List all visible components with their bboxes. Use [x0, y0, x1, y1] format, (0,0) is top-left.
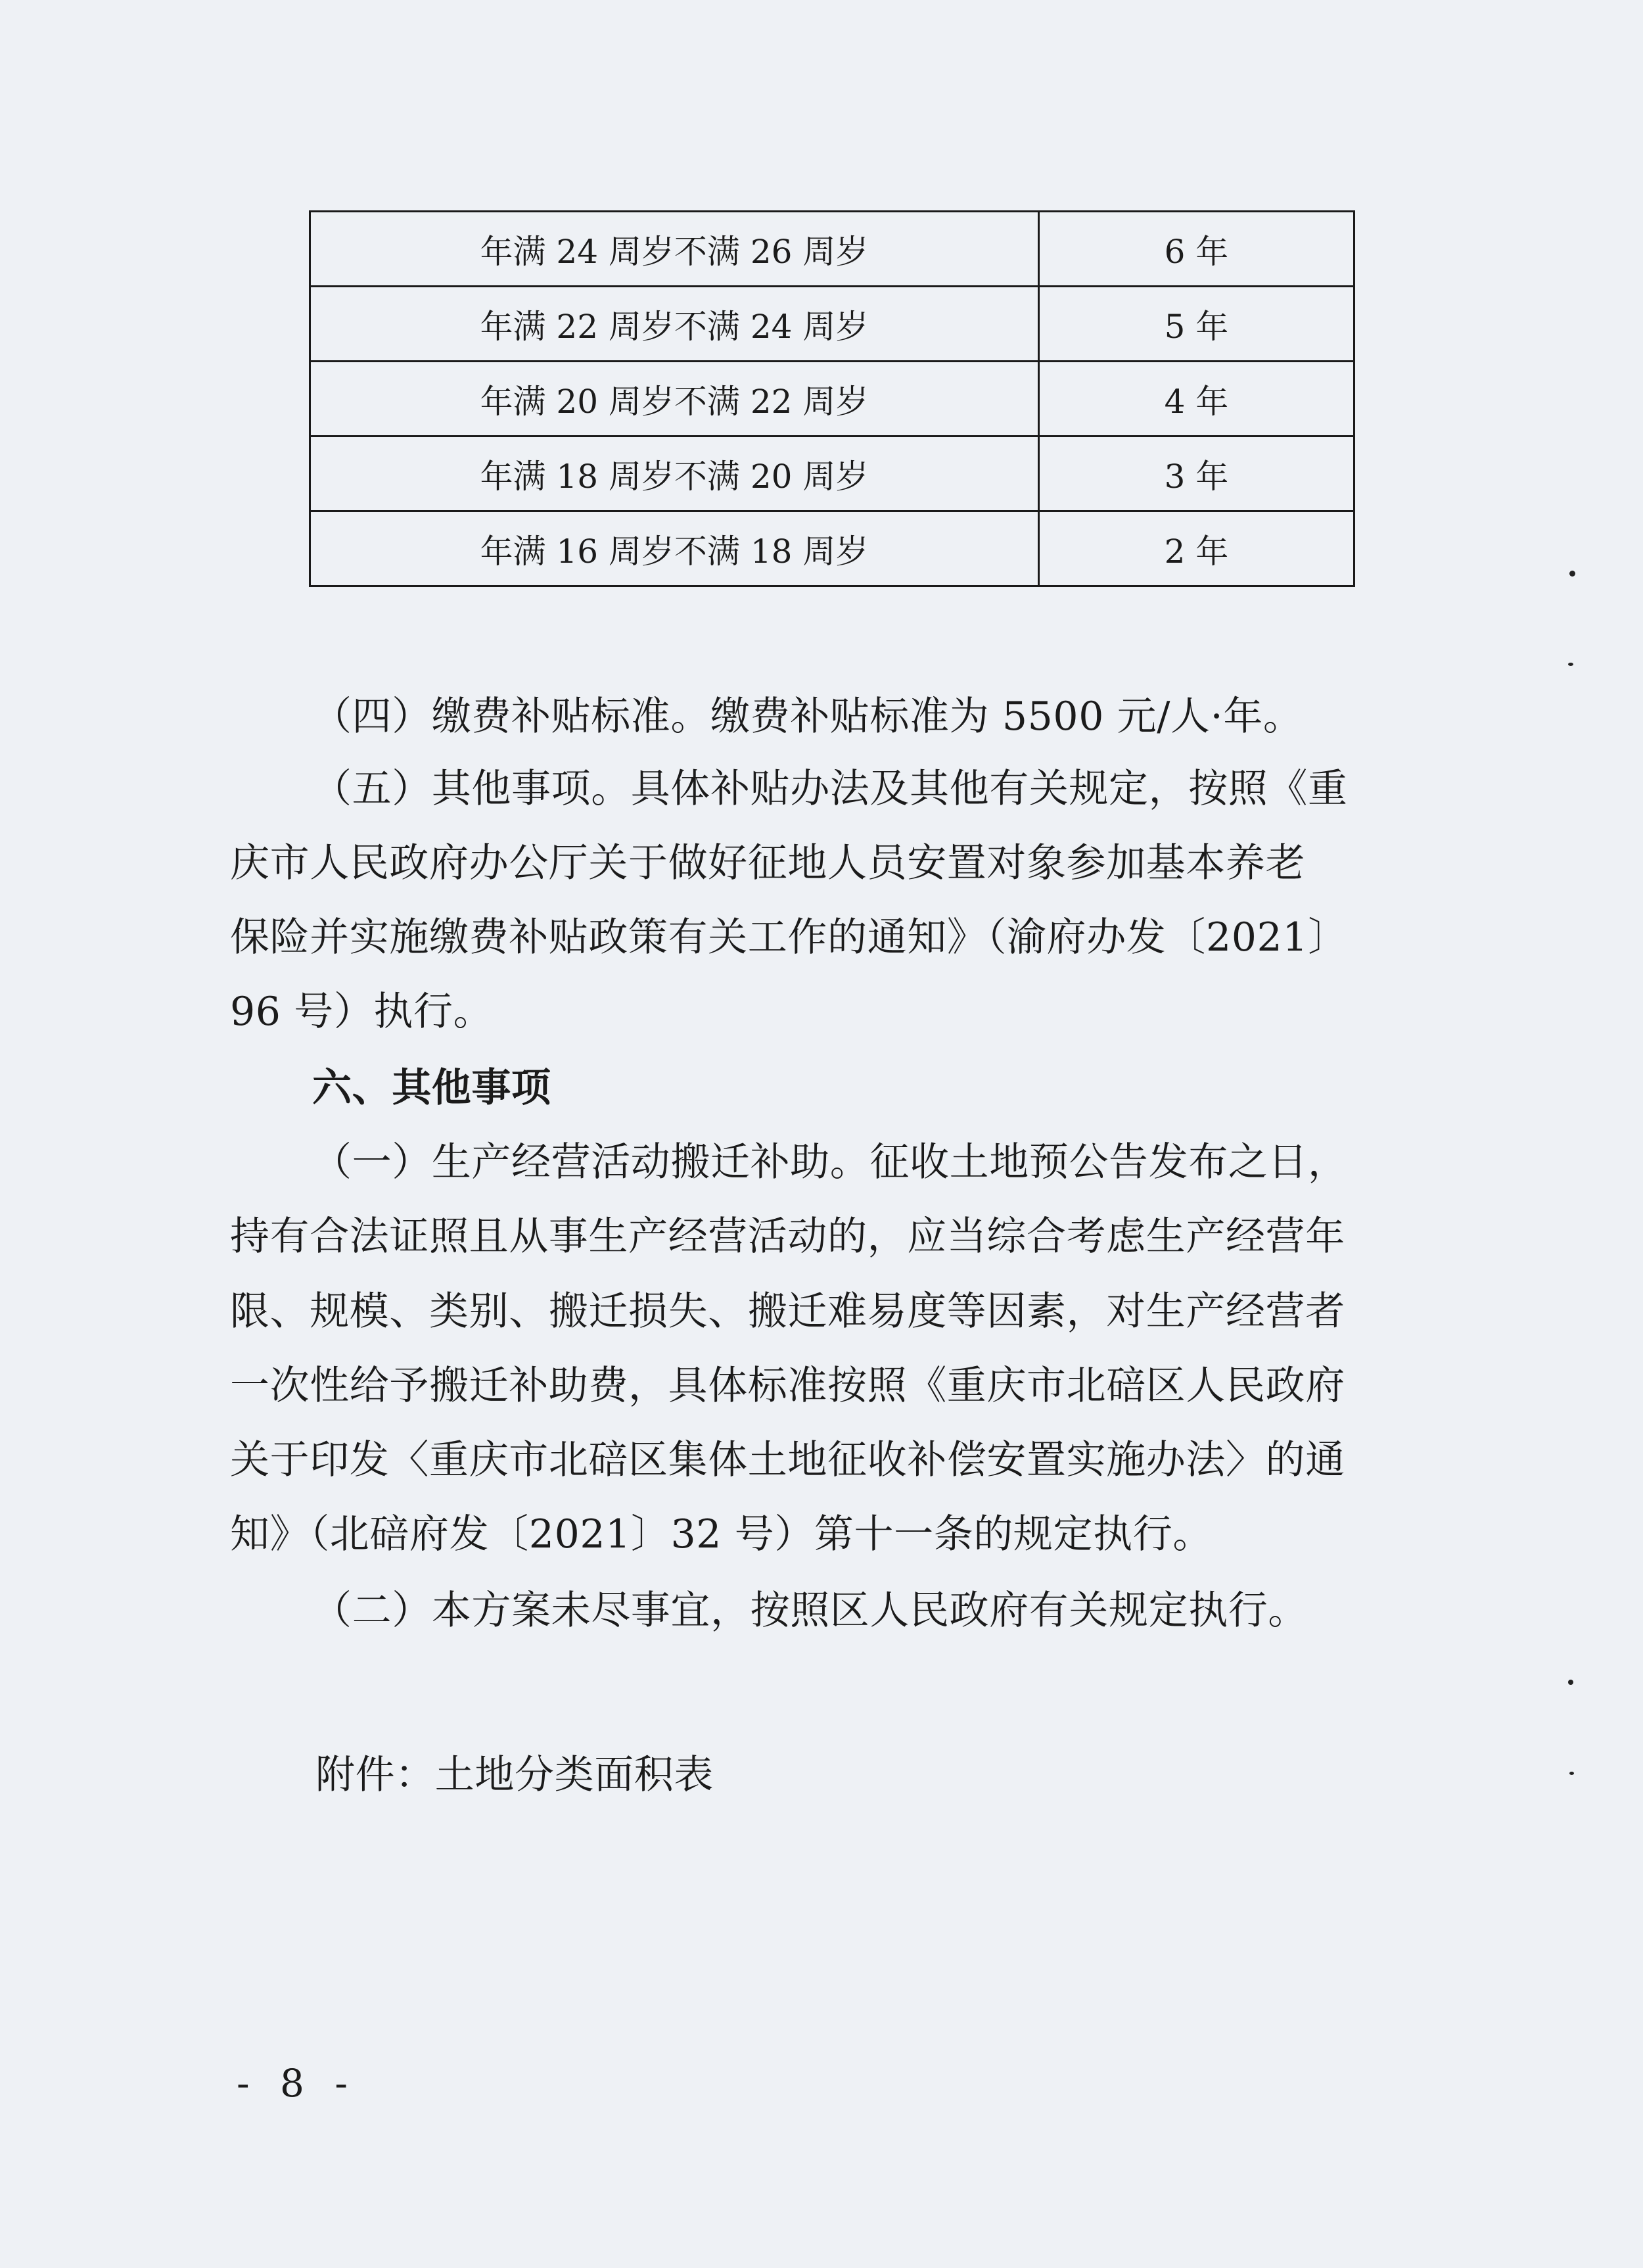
table-row — [310, 511, 1354, 586]
scan-speck — [1569, 571, 1575, 577]
paragraph-relocation-line: 持有合法证照且从事生产经营活动的，应当综合考虑生产经营年 — [230, 1214, 1345, 1260]
age-range-cell: 年满 24 周岁不满 26 周岁 — [310, 212, 1039, 287]
age-range-cell: 年满 22 周岁不满 24 周岁 — [310, 287, 1039, 362]
table-row — [310, 212, 1354, 287]
table-row — [310, 362, 1354, 437]
paragraph-relocation-line: 关于印发〈重庆市北碚区集体土地征收补偿安置实施办法〉的通 — [230, 1437, 1345, 1483]
table-row — [310, 287, 1354, 362]
years-cell: 2 年 — [1038, 511, 1354, 586]
section-heading: 六、其他事项 — [312, 1065, 551, 1111]
paragraph-relocation-line: 限、规模、类别、搬迁损失、搬迁难易度等因素，对生产经营者 — [230, 1288, 1345, 1335]
scan-speck — [1568, 663, 1573, 666]
years-cell: 6 年 — [1038, 212, 1354, 287]
paragraph-remaining-matters: （二）本方案未尽事宜，按照区人民政府有关规定执行。 — [312, 1588, 1308, 1634]
attachment-note: 附件：土地分类面积表 — [315, 1752, 714, 1798]
age-years-table — [309, 210, 1355, 587]
age-range-cell: 年满 20 周岁不满 22 周岁 — [310, 362, 1039, 437]
years-cell: 5 年 — [1038, 287, 1354, 362]
paragraph-other-matters-line: 庆市人民政府办公厅关于做好征地人员安置对象参加基本养老 — [230, 840, 1306, 886]
age-range-cell: 年满 18 周岁不满 20 周岁 — [310, 437, 1039, 511]
paragraph-other-matters-line: 保险并实施缴费补贴政策有关工作的通知》（渝府办发〔2021〕 — [230, 914, 1348, 960]
paragraph-other-matters-line: 96 号）执行。 — [230, 989, 494, 1035]
years-cell: 4 年 — [1038, 362, 1354, 437]
paragraph-other-matters-line: （五）其他事项。具体补贴办法及其他有关规定，按照《重 — [312, 766, 1348, 812]
paragraph-relocation-line: （一）生产经营活动搬迁补助。征收土地预公告发布之日， — [312, 1139, 1348, 1185]
table-row — [310, 437, 1354, 511]
paragraph-relocation-line: 一次性给予搬迁补助费，具体标准按照《重庆市北碚区人民政府 — [230, 1363, 1345, 1409]
years-cell: 3 年 — [1038, 437, 1354, 511]
age-range-cell: 年满 16 周岁不满 18 周岁 — [310, 511, 1039, 586]
scan-speck — [1569, 1772, 1574, 1775]
page-number: - 8 - — [237, 2061, 357, 2106]
scan-speck — [1568, 1680, 1573, 1685]
paragraph-relocation-line: 知》（北碚府发〔2021〕32 号）第十一条的规定执行。 — [230, 1511, 1213, 1557]
paragraph-subsidy-standard: （四）缴费补贴标准。缴费补贴标准为 5500 元/人·年。 — [312, 694, 1303, 740]
